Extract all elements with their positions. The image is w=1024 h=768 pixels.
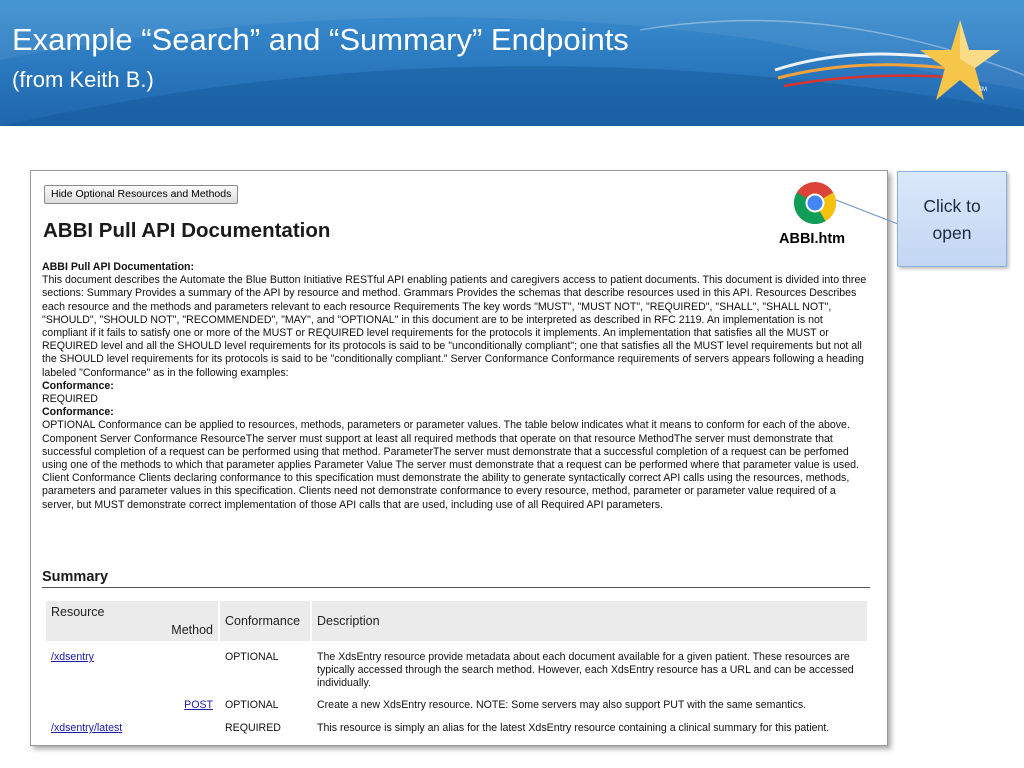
header-resource-label: Resource [51, 605, 105, 619]
resource-link-xdsentry[interactable]: /xdsentry [51, 651, 94, 663]
column-header-description: Description [311, 600, 868, 642]
conformance-cell: REQUIRED [219, 714, 311, 737]
summary-table [44, 599, 869, 737]
conformance-label: Conformance: [42, 406, 114, 419]
summary-heading: Summary [42, 569, 870, 588]
column-header-conformance: Conformance [219, 600, 311, 642]
slide-subtitle: (from Keith B.) [12, 67, 154, 92]
slide-header-band [0, 0, 1024, 126]
conformance-label: Conformance: [42, 379, 114, 392]
doc-heading: ABBI Pull API Documentation [43, 219, 331, 242]
intro-title: ABBI Pull API Documentation: [42, 261, 195, 273]
service-mark: SM [978, 87, 987, 93]
slide-title: Example “Search” and “Summary” Endpoints [12, 22, 629, 57]
method-cell [45, 691, 219, 714]
resource-cell [45, 642, 219, 691]
table-header-row [45, 600, 868, 642]
description-cell: This resource is simply an alias for the latest XdsEntry resource containing a clinical summary for this patient. [311, 714, 868, 737]
conformance-text: OPTIONAL Conformance can be applied to resources, methods, parameters or parameter values. The table below indicates what it means to conform for each of the above. Component Server Conformance ResourceThe server must support at least all required methods that operate on that resource MethodThe server must demonstrate that successful completion of a request can be performed using that method. ParameterThe server must demonstrate that a successful completion of a request can be perfomed using one of the methods to which that parameter applies Parameter Value The server must demonstrate that a request can be performed where that parameter value is used. Client Conformance Clients declaring conformance to this specification must demonstrate the ability to generate syntactically correct API calls using the resources, methods, parameters and parameter values in this specification. Clients need not demonstrate conformance to every resource, method, parameter or parameter value required of a server, but MUST demonstrate correct implementation of those API calls that are used, including use of all Required API parameters. [42, 419, 859, 511]
callout-line-2: open [932, 223, 972, 243]
callout-line-1: Click to [923, 196, 981, 216]
method-link-post[interactable]: POST [184, 699, 213, 712]
table-row [45, 691, 868, 714]
file-name-label[interactable]: ABBI.htm [779, 231, 846, 247]
conformance-value: REQUIRED [42, 393, 98, 406]
description-cell: The XdsEntry resource provide metadata about each document available for a given patient. These resources are typically accessed through the search method. However, each XdsEntry resource has a URL and can be accessed individually. [311, 642, 868, 691]
column-header-resource [45, 600, 219, 642]
description-cell: Create a new XdsEntry resource. NOTE: Some servers may also support PUT with the same semantics. [311, 691, 868, 714]
conformance-cell: OPTIONAL [219, 691, 311, 714]
intro-text: This document describes the Automate the Blue Button Initiative RESTful API enabling patients and caregivers access to patient documents. This document is divided into three sections: Summary Provides a summary of the API by resource and method. Grammars Provides the schemas that describe resources used in this API. Resources Describes each resource and the methods and parameters relevant to each resource Requirements The key words "MUST", "MUST NOT", "REQUIRED", "SHALL", "SHALL NOT", "SHOULD", "SHOULD NOT", "RECOMMENDED", "MAY", and "OPTIONAL" in this document are to be interpreted as described in RFC 2119. An implementation is not compliant if it fails to satisfy one or more of the MUST or REQUIRED level requirements for the protocols it implements. An implementation that satisfies all the MUST or REQUIRED level and all the SHOULD level requirements for its protocols is said to be "unconditionally compliant"; one that satisfies all the MUST level requirements but not all the SHOULD level requirements for its protocols is said to be "conditionally compliant." Server Conformance Conformance requirements of servers appears following a heading labeled "Conformance" as in the following examples: [42, 274, 867, 379]
chrome-icon[interactable] [792, 180, 838, 226]
resource-link-xdsentry-latest[interactable]: /xdsentry/latest [51, 722, 123, 735]
documentation-page-screenshot [30, 170, 888, 746]
conformance-cell: OPTIONAL [219, 642, 311, 691]
table-row [45, 714, 868, 737]
doc-body [42, 261, 868, 512]
table-row [45, 642, 868, 691]
header-method-label: Method [171, 623, 213, 637]
resource-cell [45, 714, 219, 737]
star-logo-icon [770, 12, 1000, 112]
hide-optional-button[interactable]: Hide Optional Resources and Methods [44, 185, 238, 204]
click-to-open-callout [897, 171, 1007, 267]
